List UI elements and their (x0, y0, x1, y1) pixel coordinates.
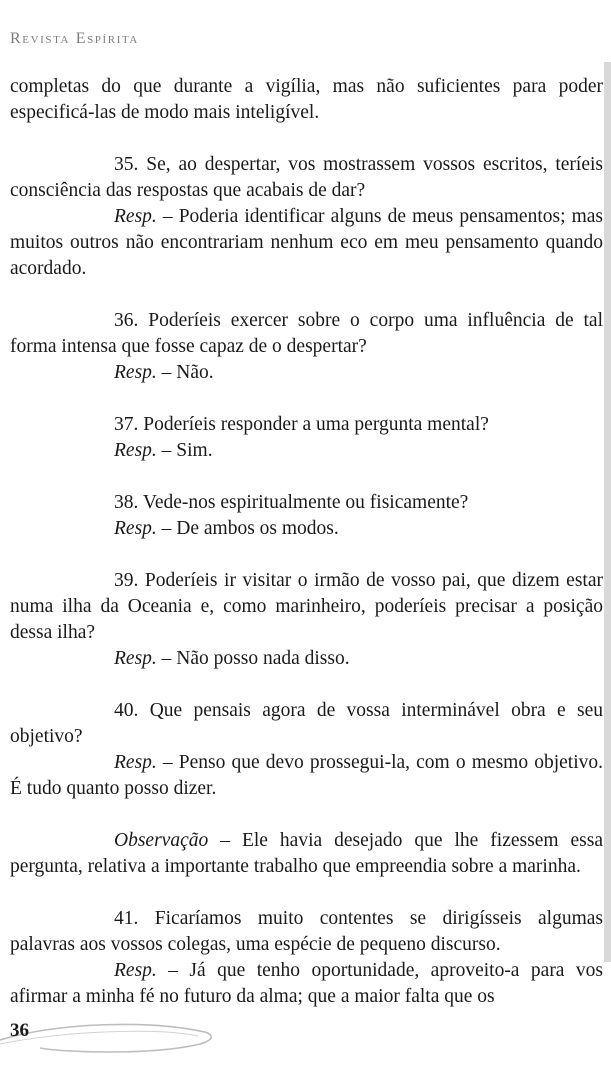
question-36: 36. Poderíeis exercer sobre o corpo uma influência de tal forma intensa que fosse capaz de o despertar? (10, 310, 603, 357)
answer-38 (10, 516, 603, 542)
observation-label: Observação (114, 830, 209, 851)
paragraph-continuation: completas do que durante a vigília, mas não suficientes para poder especificá-las de modo mais inteligível. (10, 76, 603, 123)
answer-text: – Poderia identificar alguns de meus pensamentos; mas muitos outros não encontrariam nenhum eco em meu pensamento quando acordado. (10, 206, 603, 279)
answer-text: – Já que tenho oportunidade, aproveito-a para vos afirmar a minha fé no futuro da alma; que a maior falta que os (10, 960, 603, 1007)
decorative-swoosh-icon (0, 1018, 220, 1058)
resp-label: Resp. (114, 752, 157, 773)
question-37: 37. Poderíeis responder a uma pergunta mental? (114, 414, 489, 435)
observation (10, 828, 603, 880)
page-number: 36 (10, 1020, 29, 1041)
page-edge-shadow (604, 62, 611, 962)
answer-35 (10, 204, 603, 282)
answer-36 (10, 360, 603, 386)
resp-label: Resp. (114, 362, 157, 383)
resp-label: Resp. (114, 518, 157, 539)
question-35: 35. Se, ao despertar, vos mostrassem vossos escritos, teríeis consciência das respostas que acabais de dar? (10, 154, 603, 201)
resp-label: Resp. (114, 440, 157, 461)
resp-label: Resp. (114, 648, 157, 669)
answer-text: – Não posso nada disso. (156, 648, 350, 669)
question-38: 38. Vede-nos espiritualmente ou fisicamente? (114, 492, 469, 513)
answer-text: – Sim. (156, 440, 213, 461)
observation-text: – Ele havia desejado que lhe fizessem essa pergunta, relativa a importante trabalho que empreendia sobre a marinha. (10, 830, 603, 877)
page-body (10, 74, 603, 1010)
running-header: Revista Espírita (10, 30, 139, 47)
answer-41 (10, 958, 603, 1010)
resp-label: Resp. (114, 206, 157, 227)
question-40: 40. Que pensais agora de vossa interminável obra e seu objetivo? (10, 700, 603, 747)
answer-37 (10, 438, 603, 464)
answer-text: – Não. (156, 362, 214, 383)
question-39: 39. Poderíeis ir visitar o irmão de vosso pai, que dizem estar numa ilha da Oceania e, como marinheiro, poderíeis precisar a posição dessa ilha? (10, 570, 603, 643)
answer-40 (10, 750, 603, 802)
question-41: 41. Ficaríamos muito contentes se dirigísseis algumas palavras aos vossos colegas, uma espécie de pequeno discurso. (10, 908, 603, 955)
answer-text: – De ambos os modos. (156, 518, 339, 539)
resp-label: Resp. (114, 960, 157, 981)
answer-39 (10, 646, 603, 672)
answer-text: – Penso que devo prossegui-la, com o mesmo objetivo. É tudo quanto posso dizer. (10, 752, 603, 799)
